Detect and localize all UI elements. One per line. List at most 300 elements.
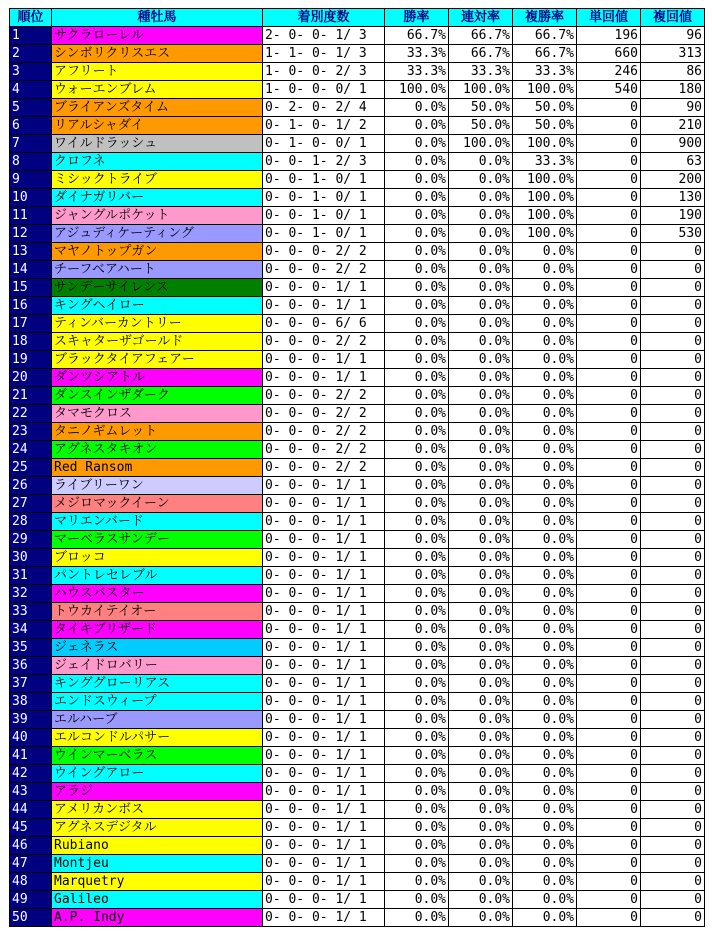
quinella-rate-cell: 50.0%	[449, 117, 513, 135]
header-win-return: 単回値	[577, 9, 641, 27]
place-rate-cell: 0.0%	[513, 567, 577, 585]
rank-cell: 32	[10, 585, 52, 603]
record-cell: 0- 0- 1- 0/ 1	[263, 207, 385, 225]
win-return-cell: 0	[577, 909, 641, 927]
table-body	[10, 27, 705, 927]
place-return-cell: 0	[641, 711, 705, 729]
win-return-cell: 0	[577, 387, 641, 405]
place-rate-cell: 0.0%	[513, 495, 577, 513]
place-return-cell: 0	[641, 423, 705, 441]
win-return-cell: 0	[577, 171, 641, 189]
win-return-cell: 0	[577, 585, 641, 603]
win-rate-cell: 0.0%	[385, 117, 449, 135]
win-rate-cell: 0.0%	[385, 189, 449, 207]
sire-name-cell: ワイルドラッシュ	[52, 135, 263, 153]
record-cell: 0- 0- 0- 1/ 1	[263, 819, 385, 837]
rank-cell: 40	[10, 729, 52, 747]
sire-name-cell: ブラックタイアフェアー	[52, 351, 263, 369]
place-rate-cell: 0.0%	[513, 675, 577, 693]
rank-cell: 30	[10, 549, 52, 567]
quinella-rate-cell: 0.0%	[449, 747, 513, 765]
place-rate-cell: 100.0%	[513, 81, 577, 99]
sire-name-cell: Marquetry	[52, 873, 263, 891]
sire-name-cell: クロフネ	[52, 153, 263, 171]
win-return-cell: 0	[577, 351, 641, 369]
rank-cell: 44	[10, 801, 52, 819]
win-rate-cell: 0.0%	[385, 621, 449, 639]
win-return-cell: 0	[577, 819, 641, 837]
win-rate-cell: 0.0%	[385, 243, 449, 261]
win-rate-cell: 0.0%	[385, 603, 449, 621]
win-return-cell: 0	[577, 621, 641, 639]
win-return-cell: 0	[577, 657, 641, 675]
table-row	[10, 531, 705, 549]
rank-cell: 36	[10, 657, 52, 675]
table-row	[10, 909, 705, 927]
place-return-cell: 0	[641, 657, 705, 675]
sire-name-cell: ブライアンズタイム	[52, 99, 263, 117]
table-row	[10, 711, 705, 729]
place-return-cell: 210	[641, 117, 705, 135]
record-cell: 0- 0- 1- 0/ 1	[263, 189, 385, 207]
place-rate-cell: 0.0%	[513, 711, 577, 729]
sire-name-cell: タマモクロス	[52, 405, 263, 423]
win-return-cell: 0	[577, 405, 641, 423]
win-rate-cell: 0.0%	[385, 837, 449, 855]
table-row	[10, 567, 705, 585]
rank-cell: 42	[10, 765, 52, 783]
quinella-rate-cell: 0.0%	[449, 801, 513, 819]
place-return-cell: 0	[641, 729, 705, 747]
win-rate-cell: 0.0%	[385, 333, 449, 351]
table-row	[10, 729, 705, 747]
place-rate-cell: 0.0%	[513, 315, 577, 333]
sire-name-cell: ウォーエンブレム	[52, 81, 263, 99]
place-rate-cell: 0.0%	[513, 765, 577, 783]
sire-name-cell: タニノギムレット	[52, 423, 263, 441]
place-return-cell: 0	[641, 369, 705, 387]
win-rate-cell: 0.0%	[385, 279, 449, 297]
sire-name-cell: エンドスウィープ	[52, 693, 263, 711]
quinella-rate-cell: 0.0%	[449, 441, 513, 459]
table-row	[10, 243, 705, 261]
record-cell: 0- 0- 0- 1/ 1	[263, 567, 385, 585]
record-cell: 0- 0- 1- 2/ 3	[263, 153, 385, 171]
sire-name-cell: マリエンバード	[52, 513, 263, 531]
rank-cell: 22	[10, 405, 52, 423]
record-cell: 0- 1- 0- 1/ 2	[263, 117, 385, 135]
table-row	[10, 117, 705, 135]
sire-name-cell: タイキブリザード	[52, 621, 263, 639]
quinella-rate-cell: 0.0%	[449, 333, 513, 351]
place-return-cell: 530	[641, 225, 705, 243]
rank-cell: 25	[10, 459, 52, 477]
sire-name-cell: ミシックトライブ	[52, 171, 263, 189]
place-return-cell: 0	[641, 567, 705, 585]
quinella-rate-cell: 0.0%	[449, 891, 513, 909]
quinella-rate-cell: 0.0%	[449, 711, 513, 729]
table-row	[10, 81, 705, 99]
win-return-cell: 0	[577, 693, 641, 711]
place-return-cell: 0	[641, 315, 705, 333]
quinella-rate-cell: 0.0%	[449, 549, 513, 567]
record-cell: 0- 0- 0- 1/ 1	[263, 513, 385, 531]
win-rate-cell: 0.0%	[385, 369, 449, 387]
win-return-cell: 0	[577, 117, 641, 135]
record-cell: 0- 0- 0- 1/ 1	[263, 837, 385, 855]
quinella-rate-cell: 100.0%	[449, 81, 513, 99]
place-rate-cell: 33.3%	[513, 63, 577, 81]
table-row	[10, 315, 705, 333]
win-rate-cell: 0.0%	[385, 531, 449, 549]
place-rate-cell: 0.0%	[513, 729, 577, 747]
sire-name-cell: ダンツシアトル	[52, 369, 263, 387]
win-rate-cell: 0.0%	[385, 891, 449, 909]
quinella-rate-cell: 0.0%	[449, 297, 513, 315]
table-row	[10, 891, 705, 909]
table-row	[10, 675, 705, 693]
win-return-cell: 0	[577, 99, 641, 117]
place-return-cell: 900	[641, 135, 705, 153]
quinella-rate-cell: 0.0%	[449, 585, 513, 603]
quinella-rate-cell: 0.0%	[449, 909, 513, 927]
win-return-cell: 0	[577, 459, 641, 477]
table-row	[10, 441, 705, 459]
win-return-cell: 0	[577, 711, 641, 729]
place-rate-cell: 0.0%	[513, 585, 577, 603]
place-rate-cell: 100.0%	[513, 189, 577, 207]
win-return-cell: 0	[577, 639, 641, 657]
rank-cell: 9	[10, 171, 52, 189]
record-cell: 0- 0- 1- 0/ 1	[263, 171, 385, 189]
place-return-cell: 0	[641, 513, 705, 531]
place-return-cell: 0	[641, 459, 705, 477]
sire-name-cell: シンボリクリスエス	[52, 45, 263, 63]
win-rate-cell: 0.0%	[385, 585, 449, 603]
table-row	[10, 459, 705, 477]
table-row	[10, 351, 705, 369]
win-rate-cell: 0.0%	[385, 819, 449, 837]
record-cell: 0- 0- 0- 2/ 2	[263, 261, 385, 279]
place-rate-cell: 0.0%	[513, 351, 577, 369]
win-return-cell: 0	[577, 333, 641, 351]
quinella-rate-cell: 0.0%	[449, 783, 513, 801]
rank-cell: 50	[10, 909, 52, 927]
sire-name-cell: メジロマックイーン	[52, 495, 263, 513]
record-cell: 0- 0- 0- 1/ 1	[263, 351, 385, 369]
table-row	[10, 783, 705, 801]
place-return-cell: 0	[641, 819, 705, 837]
quinella-rate-cell: 0.0%	[449, 387, 513, 405]
place-return-cell: 90	[641, 99, 705, 117]
place-rate-cell: 0.0%	[513, 819, 577, 837]
place-return-cell: 96	[641, 27, 705, 45]
quinella-rate-cell: 50.0%	[449, 99, 513, 117]
place-rate-cell: 0.0%	[513, 909, 577, 927]
record-cell: 1- 0- 0- 0/ 1	[263, 81, 385, 99]
table-row	[10, 495, 705, 513]
quinella-rate-cell: 0.0%	[449, 225, 513, 243]
sire-name-cell: サンデーサイレンス	[52, 279, 263, 297]
place-return-cell: 0	[641, 621, 705, 639]
sire-name-cell: アジュディケーティング	[52, 225, 263, 243]
win-return-cell: 0	[577, 747, 641, 765]
place-return-cell: 180	[641, 81, 705, 99]
sire-name-cell: ブロッコ	[52, 549, 263, 567]
place-return-cell: 0	[641, 675, 705, 693]
place-return-cell: 0	[641, 405, 705, 423]
rank-cell: 29	[10, 531, 52, 549]
record-cell: 0- 0- 0- 1/ 1	[263, 585, 385, 603]
table-row	[10, 855, 705, 873]
place-return-cell: 0	[641, 837, 705, 855]
table-row	[10, 603, 705, 621]
sire-name-cell: チーフベアハート	[52, 261, 263, 279]
quinella-rate-cell: 0.0%	[449, 423, 513, 441]
table-row	[10, 225, 705, 243]
win-return-cell: 0	[577, 765, 641, 783]
table-row	[10, 693, 705, 711]
sire-name-cell: A.P. Indy	[52, 909, 263, 927]
win-rate-cell: 0.0%	[385, 801, 449, 819]
place-rate-cell: 100.0%	[513, 225, 577, 243]
sire-name-cell: アラジ	[52, 783, 263, 801]
win-return-cell: 660	[577, 45, 641, 63]
table-row	[10, 621, 705, 639]
place-rate-cell: 0.0%	[513, 801, 577, 819]
place-return-cell: 0	[641, 279, 705, 297]
win-return-cell: 0	[577, 837, 641, 855]
sire-name-cell: Galileo	[52, 891, 263, 909]
win-rate-cell: 66.7%	[385, 27, 449, 45]
table-row	[10, 765, 705, 783]
quinella-rate-cell: 0.0%	[449, 855, 513, 873]
table-row	[10, 873, 705, 891]
win-rate-cell: 33.3%	[385, 63, 449, 81]
place-return-cell: 0	[641, 603, 705, 621]
rank-cell: 38	[10, 693, 52, 711]
quinella-rate-cell: 0.0%	[449, 351, 513, 369]
win-return-cell: 0	[577, 189, 641, 207]
win-return-cell: 0	[577, 873, 641, 891]
table-row	[10, 297, 705, 315]
place-return-cell: 0	[641, 297, 705, 315]
place-rate-cell: 0.0%	[513, 243, 577, 261]
record-cell: 0- 0- 0- 2/ 2	[263, 333, 385, 351]
record-cell: 0- 0- 0- 1/ 1	[263, 783, 385, 801]
record-cell: 0- 0- 0- 1/ 1	[263, 531, 385, 549]
win-return-cell: 0	[577, 243, 641, 261]
place-return-cell: 0	[641, 639, 705, 657]
rank-cell: 15	[10, 279, 52, 297]
rank-cell: 31	[10, 567, 52, 585]
record-cell: 0- 0- 0- 1/ 1	[263, 855, 385, 873]
place-return-cell: 0	[641, 549, 705, 567]
win-rate-cell: 0.0%	[385, 855, 449, 873]
table-row	[10, 27, 705, 45]
win-rate-cell: 0.0%	[385, 441, 449, 459]
table-row	[10, 63, 705, 81]
table-row	[10, 549, 705, 567]
rank-cell: 46	[10, 837, 52, 855]
win-rate-cell: 0.0%	[385, 909, 449, 927]
win-rate-cell: 0.0%	[385, 135, 449, 153]
sire-name-cell: ウインマーベラス	[52, 747, 263, 765]
rank-cell: 1	[10, 27, 52, 45]
table-row	[10, 261, 705, 279]
record-cell: 0- 0- 0- 1/ 1	[263, 711, 385, 729]
sire-name-cell: Rubiano	[52, 837, 263, 855]
table-row	[10, 45, 705, 63]
record-cell: 0- 1- 0- 0/ 1	[263, 135, 385, 153]
table-row	[10, 477, 705, 495]
record-cell: 0- 0- 1- 0/ 1	[263, 225, 385, 243]
sire-name-cell: ジャングルポケット	[52, 207, 263, 225]
place-return-cell: 0	[641, 261, 705, 279]
quinella-rate-cell: 0.0%	[449, 819, 513, 837]
place-return-cell: 0	[641, 333, 705, 351]
rank-cell: 12	[10, 225, 52, 243]
sire-name-cell: エルハーブ	[52, 711, 263, 729]
win-rate-cell: 0.0%	[385, 765, 449, 783]
rank-cell: 3	[10, 63, 52, 81]
header-place-rate: 複勝率	[513, 9, 577, 27]
rank-cell: 6	[10, 117, 52, 135]
header-win-rate: 勝率	[385, 9, 449, 27]
quinella-rate-cell: 0.0%	[449, 477, 513, 495]
win-return-cell: 0	[577, 153, 641, 171]
win-return-cell: 196	[577, 27, 641, 45]
rank-cell: 4	[10, 81, 52, 99]
record-cell: 0- 0- 0- 1/ 1	[263, 747, 385, 765]
record-cell: 0- 0- 0- 1/ 1	[263, 891, 385, 909]
place-rate-cell: 0.0%	[513, 405, 577, 423]
place-rate-cell: 0.0%	[513, 891, 577, 909]
quinella-rate-cell: 0.0%	[449, 675, 513, 693]
sire-name-cell: ウイングアロー	[52, 765, 263, 783]
place-rate-cell: 0.0%	[513, 855, 577, 873]
rank-cell: 10	[10, 189, 52, 207]
place-return-cell: 0	[641, 387, 705, 405]
win-rate-cell: 0.0%	[385, 207, 449, 225]
place-return-cell: 0	[641, 243, 705, 261]
place-return-cell: 190	[641, 207, 705, 225]
quinella-rate-cell: 66.7%	[449, 27, 513, 45]
rank-cell: 20	[10, 369, 52, 387]
record-cell: 0- 0- 0- 2/ 2	[263, 441, 385, 459]
place-rate-cell: 0.0%	[513, 279, 577, 297]
header-record: 着別度数	[263, 9, 385, 27]
win-rate-cell: 0.0%	[385, 693, 449, 711]
place-return-cell: 0	[641, 351, 705, 369]
table-row	[10, 585, 705, 603]
quinella-rate-cell: 0.0%	[449, 261, 513, 279]
quinella-rate-cell: 0.0%	[449, 837, 513, 855]
record-cell: 0- 0- 0- 1/ 1	[263, 765, 385, 783]
table-row	[10, 801, 705, 819]
record-cell: 0- 0- 0- 2/ 2	[263, 405, 385, 423]
win-rate-cell: 0.0%	[385, 657, 449, 675]
win-return-cell: 0	[577, 801, 641, 819]
sire-name-cell: トウカイテイオー	[52, 603, 263, 621]
table-row	[10, 369, 705, 387]
place-rate-cell: 0.0%	[513, 423, 577, 441]
quinella-rate-cell: 0.0%	[449, 765, 513, 783]
win-return-cell: 0	[577, 477, 641, 495]
table-row	[10, 387, 705, 405]
win-rate-cell: 0.0%	[385, 513, 449, 531]
win-rate-cell: 0.0%	[385, 315, 449, 333]
win-return-cell: 0	[577, 297, 641, 315]
table-row	[10, 279, 705, 297]
place-return-cell: 200	[641, 171, 705, 189]
rank-cell: 21	[10, 387, 52, 405]
record-cell: 0- 0- 0- 1/ 1	[263, 675, 385, 693]
place-rate-cell: 0.0%	[513, 549, 577, 567]
quinella-rate-cell: 0.0%	[449, 279, 513, 297]
quinella-rate-cell: 0.0%	[449, 873, 513, 891]
table-row	[10, 135, 705, 153]
win-rate-cell: 0.0%	[385, 675, 449, 693]
win-rate-cell: 0.0%	[385, 351, 449, 369]
rank-cell: 47	[10, 855, 52, 873]
win-rate-cell: 0.0%	[385, 549, 449, 567]
win-return-cell: 540	[577, 81, 641, 99]
win-rate-cell: 0.0%	[385, 729, 449, 747]
rank-cell: 45	[10, 819, 52, 837]
rank-cell: 34	[10, 621, 52, 639]
quinella-rate-cell: 0.0%	[449, 657, 513, 675]
table-row	[10, 819, 705, 837]
rank-cell: 17	[10, 315, 52, 333]
sire-name-cell: キングヘイロー	[52, 297, 263, 315]
place-return-cell: 0	[641, 891, 705, 909]
record-cell: 0- 0- 0- 6/ 6	[263, 315, 385, 333]
quinella-rate-cell: 66.7%	[449, 45, 513, 63]
quinella-rate-cell: 0.0%	[449, 729, 513, 747]
win-return-cell: 0	[577, 315, 641, 333]
win-return-cell: 0	[577, 531, 641, 549]
win-return-cell: 0	[577, 261, 641, 279]
table-row	[10, 747, 705, 765]
table-row	[10, 513, 705, 531]
place-rate-cell: 0.0%	[513, 837, 577, 855]
sire-name-cell: アグネスタキオン	[52, 441, 263, 459]
place-rate-cell: 0.0%	[513, 513, 577, 531]
quinella-rate-cell: 0.0%	[449, 171, 513, 189]
win-rate-cell: 0.0%	[385, 297, 449, 315]
place-return-cell: 0	[641, 855, 705, 873]
table-row	[10, 333, 705, 351]
sire-name-cell: パントレセレブル	[52, 567, 263, 585]
record-cell: 0- 0- 0- 1/ 1	[263, 297, 385, 315]
quinella-rate-cell: 0.0%	[449, 207, 513, 225]
place-rate-cell: 0.0%	[513, 477, 577, 495]
win-rate-cell: 0.0%	[385, 99, 449, 117]
record-cell: 0- 0- 0- 1/ 1	[263, 729, 385, 747]
place-return-cell: 0	[641, 477, 705, 495]
header-row	[10, 9, 705, 27]
win-return-cell: 0	[577, 783, 641, 801]
win-rate-cell: 0.0%	[385, 639, 449, 657]
win-return-cell: 0	[577, 729, 641, 747]
place-return-cell: 0	[641, 441, 705, 459]
sire-name-cell: ダイナガリバー	[52, 189, 263, 207]
table-row	[10, 171, 705, 189]
win-return-cell: 0	[577, 279, 641, 297]
rank-cell: 39	[10, 711, 52, 729]
sire-name-cell: ジェネラス	[52, 639, 263, 657]
